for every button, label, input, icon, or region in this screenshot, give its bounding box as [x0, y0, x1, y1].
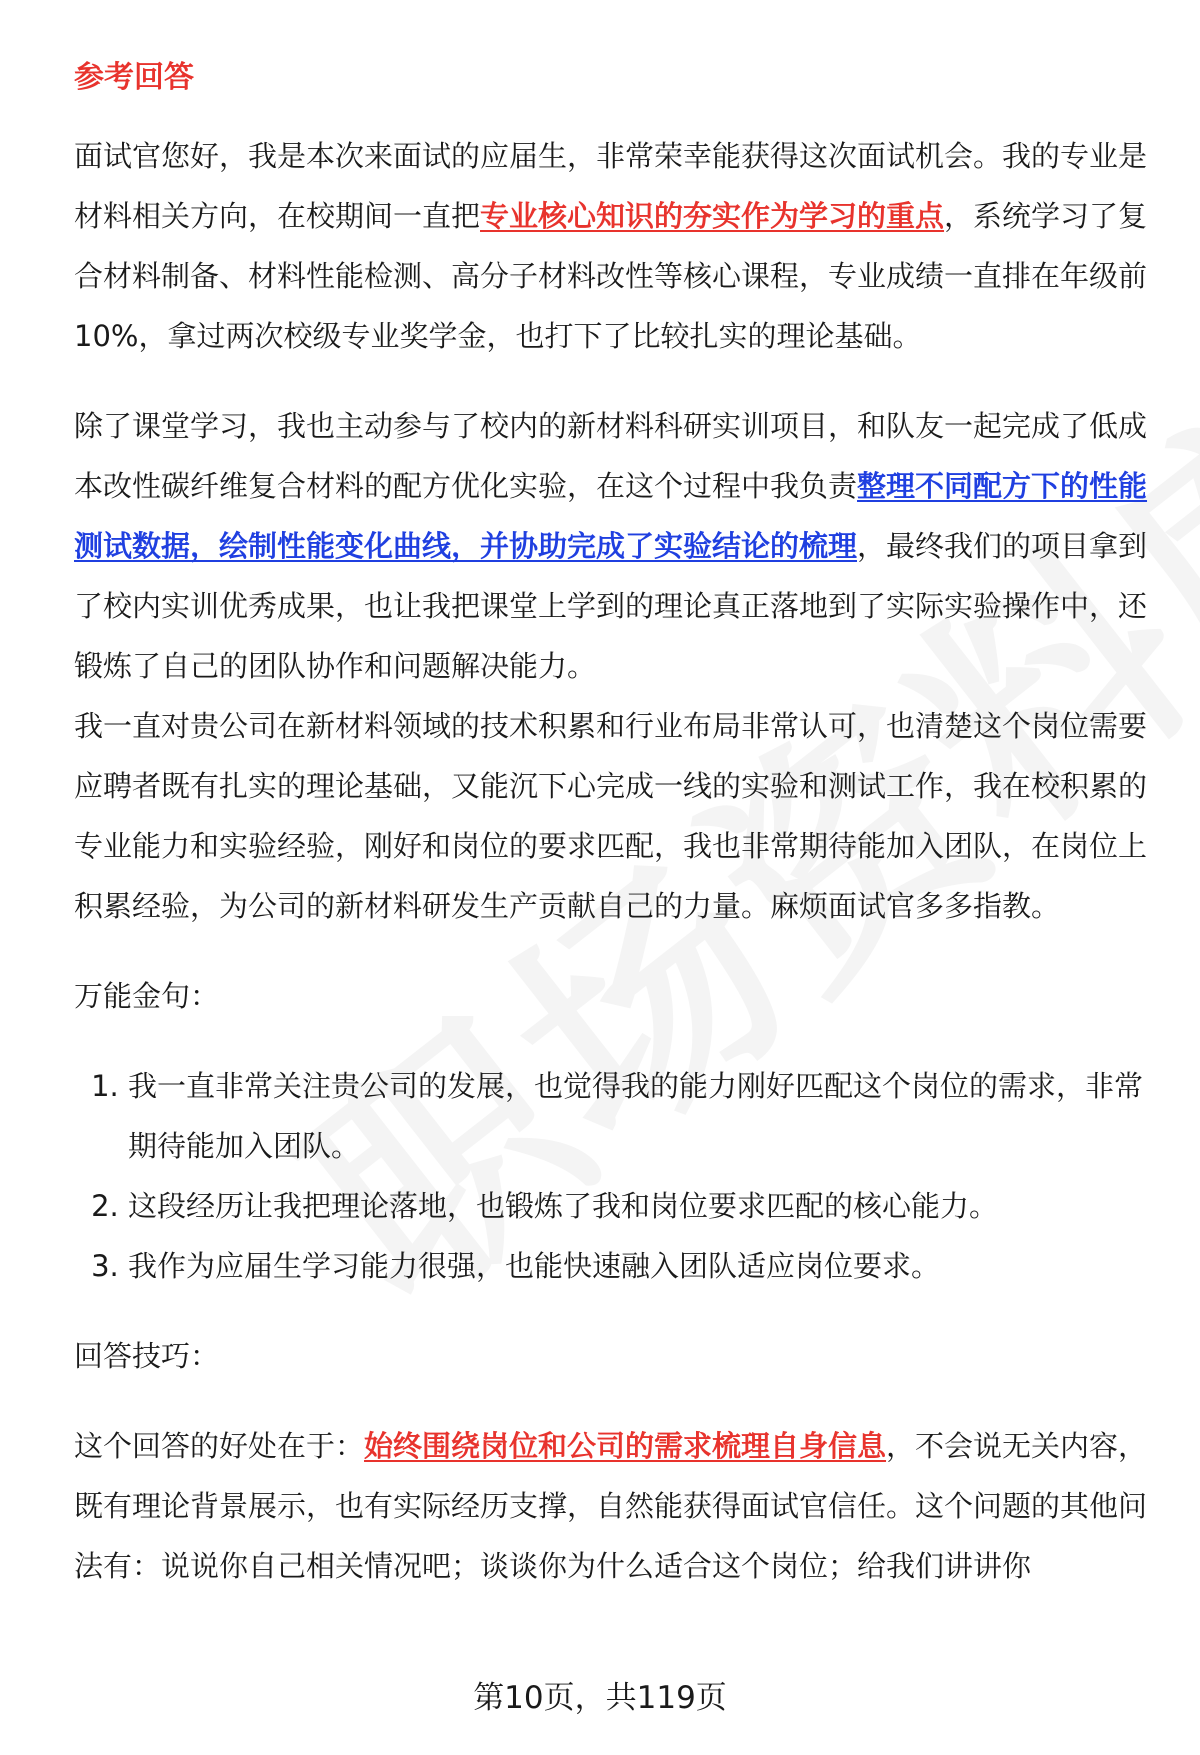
answer-paragraph-3: 我一直对贵公司在新材料领域的技术积累和行业布局非常认可，也清楚这个岗位需要应聘者既有扎实的理论基础，又能沉下心完成一线的实验和测试工作，我在校积累的专业能力和实验经验，刚好和岗位的要求匹配，我也非常期待能加入团队，在岗位上积累经验，为公司的新材料研发生产贡献自己的力量。麻烦面试官多多指教。	[74, 709, 1148, 923]
text: 面试官您好，我是本次来面试的应届生，非常荣幸能获得这次面试机会。我的专业是材料相关方向，在校期间一直把	[74, 139, 1148, 233]
text: 这个回答的好处在于：	[74, 1429, 365, 1463]
highlight-red: 专业核心知识的夯实作为学习的重点	[480, 199, 945, 233]
page-number: 第10页，共119页	[473, 1680, 727, 1716]
list-item: 3. 我作为应届生学习能力很强，也能快速融入团队适应岗位要求。	[128, 1236, 1154, 1296]
tips-paragraph	[74, 1416, 1154, 1596]
answer-paragraph-1	[74, 126, 1154, 366]
text: ，系统学习了复合材料制备、材料性能检测、高分子材料改性等核心课程，专业成绩一直排在年级前10%，拿过两次校级专业奖学金，也打下了比较扎实的理论基础。	[74, 199, 1148, 353]
answer-paragraph-2	[74, 396, 1154, 696]
phrases-list	[74, 1056, 1154, 1296]
list-item: 1. 我一直非常关注贵公司的发展，也觉得我的能力刚好匹配这个岗位的需求，非常期待能加入团队。	[128, 1056, 1154, 1176]
document-page	[74, 48, 1154, 1596]
phrases-label: 万能金句：	[74, 979, 220, 1013]
list-item: 2. 这段经历让我把理论落地，也锻炼了我和岗位要求匹配的核心能力。	[128, 1176, 1154, 1236]
text: ，不会说无关内容，既有理论背景展示，也有实际经历支撑，自然能获得面试官信任。这个问题的其他问法有：说说你自己相关情况吧；谈谈你为什么适合这个岗位；给我们讲讲你	[74, 1429, 1148, 1583]
highlight-blue: 整理不同配方下的性能测试数据，绘制性能变化曲线，并协助完成了实验结论的梳理	[74, 469, 1148, 563]
highlight-red: 始终围绕岗位和公司的需求梳理自身信息	[364, 1429, 887, 1463]
text: ，最终我们的项目拿到了校内实训优秀成果，也让我把课堂上学到的理论真正落地到了实际实验操作中，还锻炼了自己的团队协作和问题解决能力。	[74, 529, 1148, 683]
tips-label: 回答技巧：	[74, 1339, 220, 1373]
section-heading: 参考回答	[74, 60, 194, 95]
text: 除了课堂学习，我也主动参与了校内的新材料科研实训项目，和队友一起完成了低成本改性碳纤维复合材料的配方优化实验，在这个过程中我负责	[74, 409, 1148, 503]
